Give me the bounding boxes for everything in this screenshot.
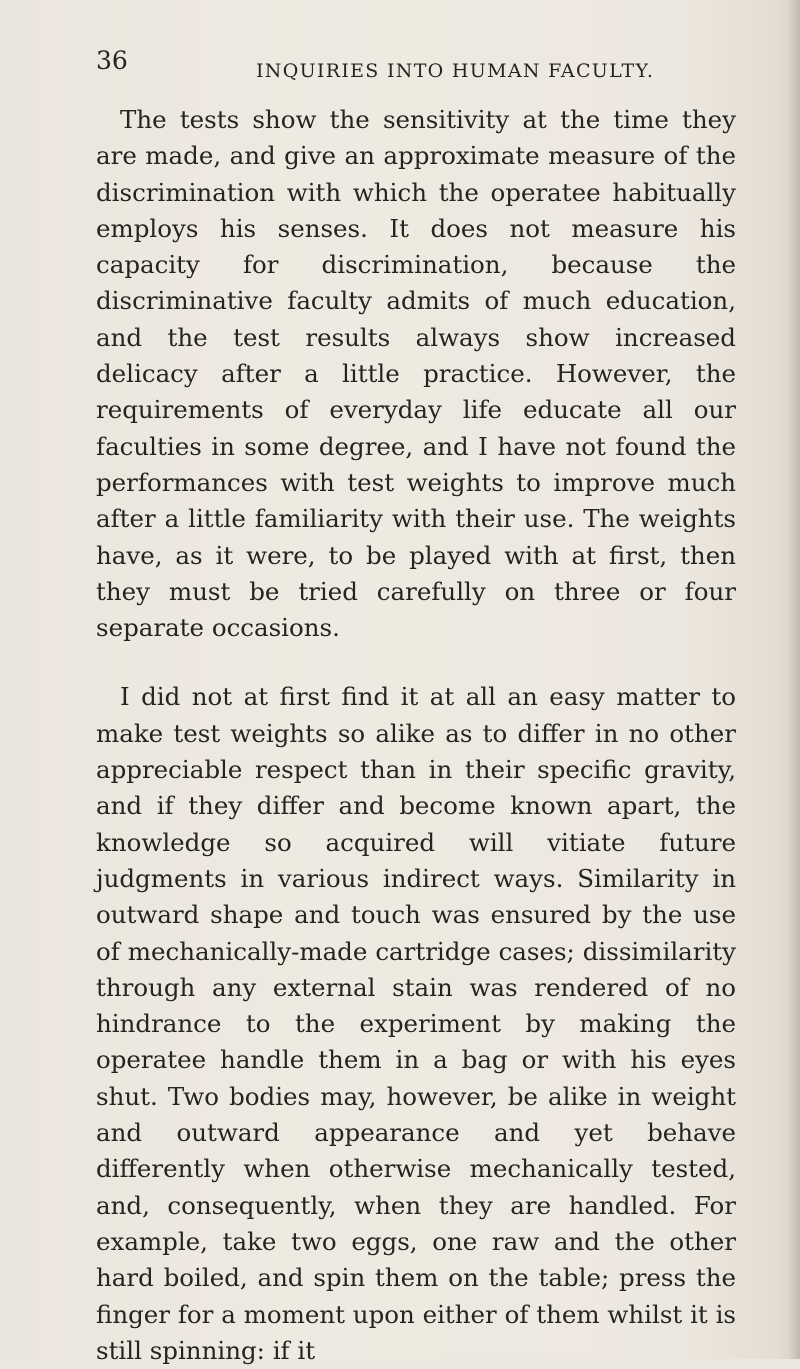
paragraph-1: The tests show the sensitivity at the time they are made, and give an approximate measure of the discrimination with which the operatee habitually employs his senses. It does not measure his capacity for discrimination, because the discriminative faculty admits of much education, and the test results always show increased delicacy after a little practice. However, the requirements of everyday life educate all our faculties in some degree, and I have not found the performances with test weights to improve much after a little familiarity with their use. The weights have, as it were, to be played with at first, then they must be tried carefully on three or four separate occasions. (96, 105, 736, 643)
page-number: 36 (96, 46, 128, 75)
body-text (96, 102, 736, 1369)
running-title: INQUIRIES INTO HUMAN FACULTY. (256, 60, 655, 82)
page-edge-shadow (788, 0, 800, 1359)
paragraph-2: I did not at first find it at all an easy matter to make test weights so alike as to differ in no other appreciable respect than in their specific gravity, and if they differ and become known apart, the knowledge so acquired will vitiate future judgments in various indirect ways. Similarity in outward shape and touch was ensured by the use of mechanically-made cartridge cases; dissimilarity through any external stain was rendered of no hindrance to the experiment by making the operatee handle them in a bag or with his eyes shut. Two bodies may, however, be alike in weight and outward appearance and yet behave differently when otherwise mechanically tested, and, consequently, when they are handled. For example, take two eggs, one raw and the other hard boiled, and spin them on the table; press the finger for a moment upon either of them whilst it is still spinning: if it (96, 682, 736, 1365)
page-header (96, 46, 736, 86)
